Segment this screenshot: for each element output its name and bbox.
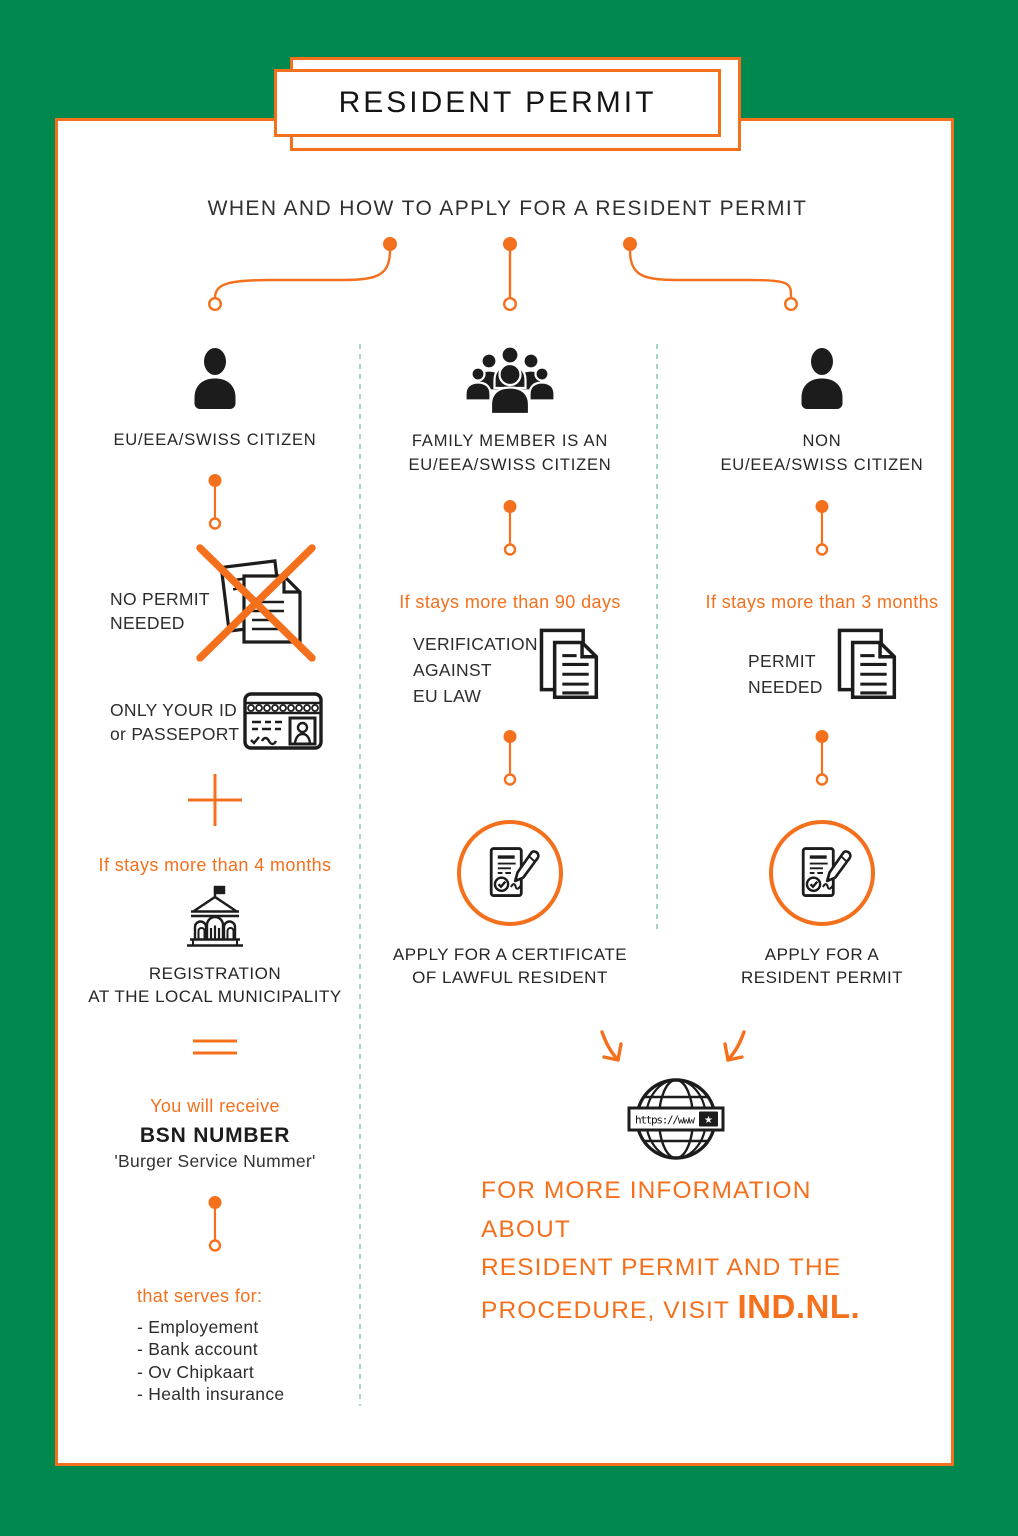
apply-certificate-label: APPLY FOR A CERTIFICATE OF LAWFUL RESIDENT <box>392 945 628 987</box>
permit-needed-label: PERMIT NEEDED <box>748 651 823 697</box>
serves-list <box>137 1316 284 1405</box>
apply-permit-circle <box>769 820 875 926</box>
column-divider-right <box>656 344 658 934</box>
documents-crossed-icon <box>192 540 320 666</box>
footer-info: FOR MORE INFORMATION ABOUT RESIDENT PERMIT AND THE PROCEDURE, VISIT IND.NL. <box>481 1177 861 1325</box>
registration-label: REGISTRATION AT THE LOCAL MUNICIPALITY <box>88 964 342 1006</box>
branch-connector-icon <box>0 230 1018 322</box>
brand-link: IND.NL <box>737 1287 851 1325</box>
list-item: - Employement <box>137 1317 259 1337</box>
no-permit-label: NO PERMIT NEEDED <box>110 589 210 633</box>
person-icon <box>793 347 851 413</box>
globe-banner-text: https://www <box>635 1113 695 1127</box>
connector-icon <box>813 730 831 786</box>
col1-heading: EU/EEA/SWISS CITIZEN <box>113 431 317 449</box>
signed-document-icon <box>479 842 541 904</box>
col2-condition: If stays more than 90 days <box>399 592 621 612</box>
documents-icon <box>834 626 902 705</box>
list-item: - Health insurance <box>137 1383 285 1404</box>
bsn-title: BSN NUMBER <box>139 1124 291 1147</box>
page-subtitle: WHEN AND HOW TO APPLY FOR A RESIDENT PERMIT <box>207 197 808 220</box>
col1-condition: If stays more than 4 months <box>98 855 332 875</box>
bsn-subtitle: 'Burger Service Nummer' <box>114 1151 316 1171</box>
col2-heading: FAMILY MEMBER IS AN EU/EEA/SWISS CITIZEN <box>408 432 612 474</box>
apply-permit-label: APPLY FOR A RESIDENT PERMIT <box>740 945 904 987</box>
col3-heading: NON EU/EEA/SWISS CITIZEN <box>720 432 924 474</box>
col3-condition: If stays more than 3 months <box>705 592 939 612</box>
group-icon <box>466 344 554 418</box>
connector-icon <box>206 474 224 530</box>
person-icon <box>186 347 244 413</box>
serves-label: that serves for: <box>137 1286 263 1306</box>
plus-icon <box>185 770 245 830</box>
signed-document-icon <box>791 842 853 904</box>
municipality-building-icon <box>177 884 253 950</box>
column-divider-left <box>359 344 361 1406</box>
connector-icon <box>501 730 519 786</box>
list-item: - Bank account <box>137 1339 258 1360</box>
connector-icon <box>501 500 519 556</box>
page-title: RESIDENT PERMIT <box>338 86 657 119</box>
equals-icon <box>192 1038 238 1056</box>
globe-icon <box>626 1072 726 1166</box>
apply-certificate-circle <box>457 820 563 926</box>
receive-label: You will receive <box>150 1096 280 1116</box>
connector-icon <box>813 500 831 556</box>
star-icon: ★ <box>704 1115 713 1126</box>
documents-icon <box>536 626 604 705</box>
down-arrows-icon <box>594 1029 754 1075</box>
id-card-icon <box>242 690 324 752</box>
title-box <box>274 69 721 137</box>
verification-label: VERIFICATION AGAINST EU LAW <box>413 634 538 706</box>
list-item: - Ov Chipkaart <box>137 1361 255 1382</box>
connector-icon <box>206 1196 224 1252</box>
only-id-label: ONLY YOUR ID or PASSEPORT <box>110 700 240 744</box>
